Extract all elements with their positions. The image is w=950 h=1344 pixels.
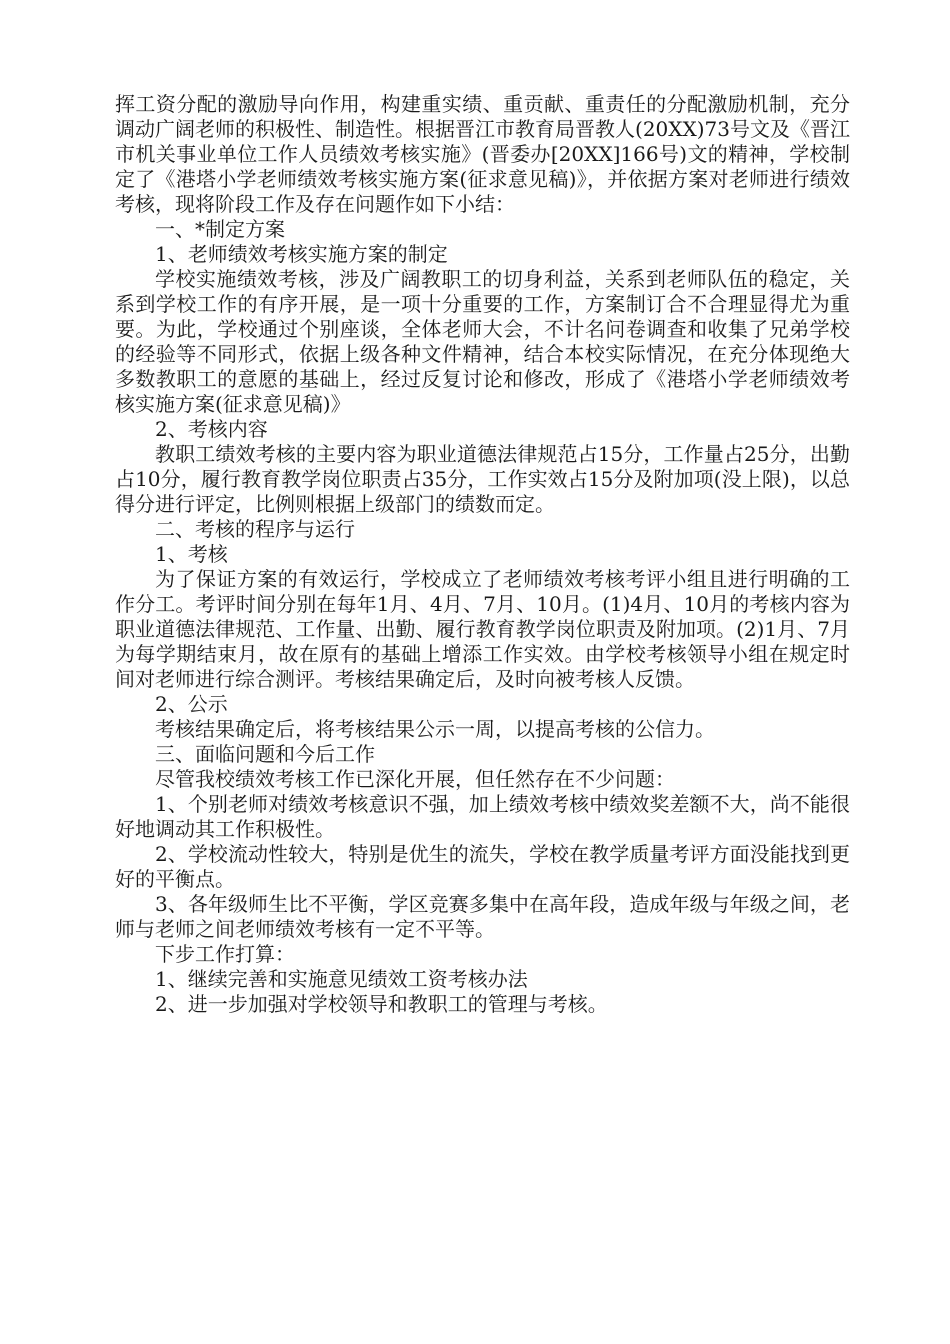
section-heading: 一、*制定方案	[155, 217, 285, 241]
subsection-heading: 1、老师绩效考核实施方案的制定	[155, 242, 448, 266]
paragraph: 尽管我校绩效考核工作已深化开展，但任然存在不少问题：	[155, 767, 675, 791]
list-item: 1、个别老师对绩效考核意识不强，加上绩效考核中绩效奖差额不大，尚不能很好地调动其工作积极性。	[115, 792, 850, 841]
paragraph: 为了保证方案的有效运行，学校成立了老师绩效考核考评小组且进行明确的工作分工。考评时间分别在每年1月、4月、7月、10月。(1)4月、10月的考核内容为职业道德法律规范、工作量、出勤、履行教育教学岗位职责及附加项。(2)1月、7月为每学期结束月，故在原有的基础上增添工作实效。由学校考核领导小组在规定时间对老师进行综合测评。考核结果确定后，及时向被考核人反馈。	[115, 567, 850, 691]
document-body	[115, 92, 850, 1017]
subsection-heading: 1、考核	[155, 542, 228, 566]
subsection-heading: 2、考核内容	[155, 417, 268, 441]
paragraph: 学校实施绩效考核，涉及广阔教职工的切身利益，关系到老师队伍的稳定，关系到学校工作的有序开展，是一项十分重要的工作，方案制订合不合理显得尤为重要。为此，学校通过个别座谈，全体老师大会，不计名问卷调查和收集了兄弟学校的经验等不同形式，依据上级各种文件精神，结合本校实际情况，在充分体现绝大多数教职工的意愿的基础上，经过反复讨论和修改，形成了《港塔小学老师绩效考核实施方案(征求意见稿)》	[115, 267, 850, 416]
paragraph: 教职工绩效考核的主要内容为职业道德法律规范占15分，工作量占25分，出勤占10分，履行教育教学岗位职责占35分，工作实效占15分及附加项(没上限)，以总得分进行评定，比例则根据上级部门的绩数而定。	[115, 442, 850, 516]
list-item: 1、继续完善和实施意见绩效工资考核办法	[155, 967, 528, 991]
list-item: 2、进一步加强对学校领导和教职工的管理与考核。	[155, 992, 608, 1016]
section-heading: 二、考核的程序与运行	[155, 517, 355, 541]
list-item: 3、各年级师生比不平衡，学区竞赛多集中在高年段，造成年级与年级之间，老师与老师之间老师绩效考核有一定不平等。	[115, 892, 850, 941]
paragraph: 考核结果确定后，将考核结果公示一周，以提高考核的公信力。	[155, 717, 715, 741]
list-item: 2、学校流动性较大，特别是优生的流失，学校在教学质量考评方面没能找到更好的平衡点。	[115, 842, 850, 891]
section-heading: 三、面临问题和今后工作	[155, 742, 375, 766]
paragraph: 挥工资分配的激励导向作用，构建重实绩、重贡献、重责任的分配激励机制，充分调动广阔老师的积极性、制造性。根据晋江市教育局晋教人(20XX)73号文及《晋江市机关事业单位工作人员绩效考核实施》(晋委办[20XX]166号)文的精神，学校制定了《港塔小学老师绩效考核实施方案(征求意见稿)》，并依据方案对老师进行绩效考核，现将阶段工作及存在问题作如下小结：	[115, 92, 850, 216]
subsection-heading: 2、公示	[155, 692, 228, 716]
section-heading: 下步工作打算：	[155, 942, 295, 966]
